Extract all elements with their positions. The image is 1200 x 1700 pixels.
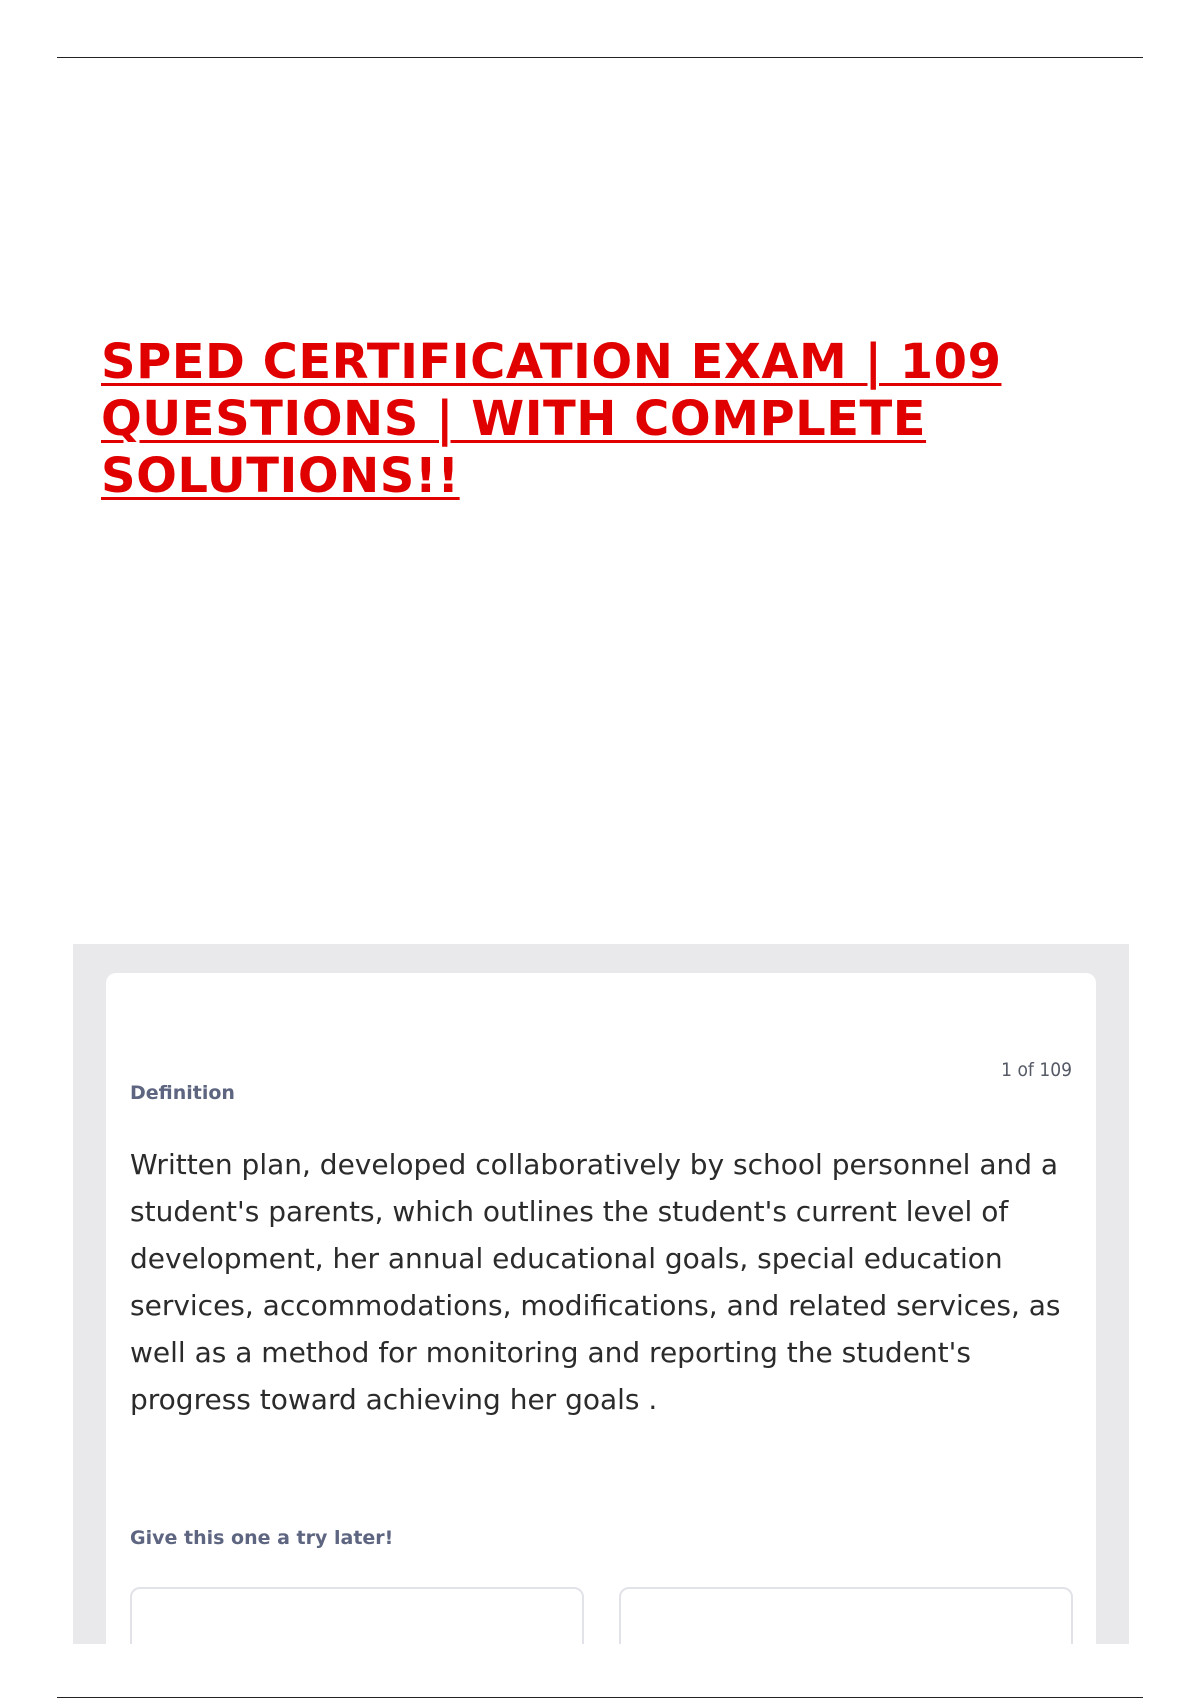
bottom-divider [57,1697,1143,1698]
answer-option-1[interactable] [130,1587,584,1644]
flashcard-frame [73,944,1129,1644]
answer-option-2[interactable] [619,1587,1073,1644]
document-title: SPED CERTIFICATION EXAM | 109 QUESTIONS | WITH COMPLETE SOLUTIONS!! [101,334,1002,504]
card-counter: 1 of 109 [1001,1059,1072,1081]
try-later-prompt: Give this one a try later! [130,1527,394,1549]
definition-text: Written plan, developed collaboratively by school personnel and a student's parents, which outlines the student's current level of development, her annual educational goals, special education services, accommodations, modifications, and related services, as well as a method for monitoring and reporting the student's progress toward achieving her goals . [130,1148,1061,1416]
top-divider [57,57,1143,58]
flashcard [106,973,1096,1644]
card-side-label: Definition [130,1082,235,1104]
